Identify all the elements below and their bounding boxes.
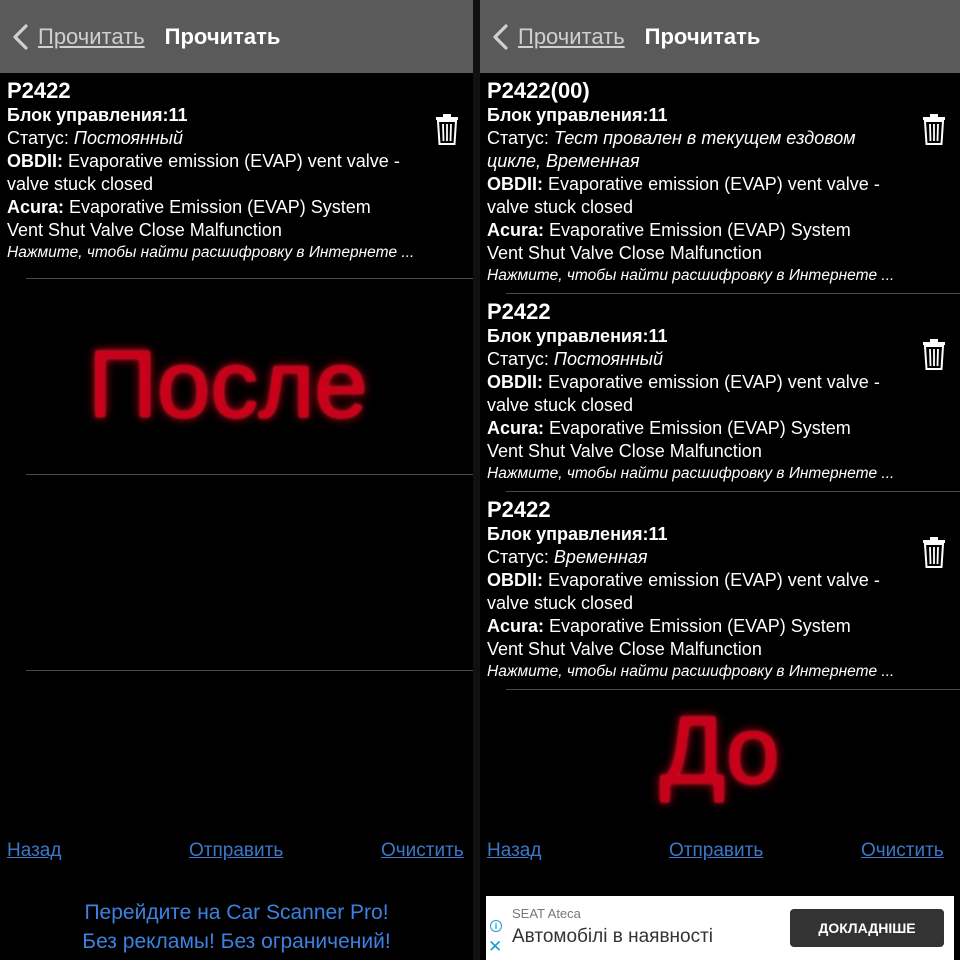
dtc-module: Блок управления:11 — [487, 524, 668, 544]
trash-icon[interactable] — [922, 338, 946, 370]
right-screen — [480, 0, 960, 960]
obd-label: OBDII: — [7, 151, 63, 171]
send-button[interactable]: Отправить — [669, 840, 764, 861]
panel-divider — [473, 0, 480, 960]
back-button[interactable]: Назад — [487, 840, 542, 861]
dtc-module: Блок управления:11 — [487, 326, 668, 346]
obd-label: OBDII: — [487, 372, 543, 392]
dtc-obd-description — [487, 173, 910, 196]
search-online-hint[interactable]: Нажмите, чтобы найти расшифровку в Интернете ... — [487, 465, 895, 482]
dtc-status — [487, 348, 910, 371]
ad-close-icon[interactable]: ✕ — [488, 937, 503, 956]
trash-icon[interactable] — [922, 113, 946, 145]
dtc-status — [487, 127, 910, 150]
make-text-2: Vent Shut Valve Close Malfunction — [487, 243, 762, 263]
overlay-before-label: До — [660, 697, 780, 804]
status-value: Временная — [553, 547, 648, 567]
trash-icon[interactable] — [922, 536, 946, 568]
chevron-left-icon[interactable] — [490, 23, 512, 51]
dtc-make-description — [7, 196, 423, 219]
make-label: Acura: — [487, 220, 545, 240]
nav-title: Прочитать — [164, 23, 281, 49]
ad-info-icon[interactable]: i — [490, 920, 502, 932]
dtc-list — [480, 73, 960, 690]
dtc-code: P2422 — [487, 497, 551, 522]
promo-line-2: Без рекламы! Без ограничений! — [82, 930, 391, 953]
dtc-item[interactable] — [480, 492, 960, 683]
make-label: Acura: — [7, 197, 65, 217]
dtc-item[interactable] — [480, 73, 960, 287]
row-divider — [506, 689, 960, 690]
make-text-2: Vent Shut Valve Close Malfunction — [487, 441, 762, 461]
trash-icon[interactable] — [435, 113, 459, 145]
dtc-module: Блок управления:11 — [487, 105, 668, 125]
status-value-cont: цикле, Временная — [487, 151, 640, 171]
make-text-1: Evaporative Emission (EVAP) System — [549, 616, 851, 636]
ad-cta-button[interactable]: ДОКЛАДНІШЕ — [790, 909, 944, 947]
bottom-toolbar — [480, 840, 960, 866]
obd-text-2: valve stuck closed — [7, 174, 154, 194]
dtc-code: P2422 — [487, 299, 551, 324]
dtc-make-description — [487, 615, 910, 638]
obd-label: OBDII: — [487, 174, 543, 194]
chevron-left-icon[interactable] — [10, 23, 32, 51]
send-button[interactable]: Отправить — [189, 840, 284, 861]
overlay-after-label: После — [88, 331, 368, 438]
make-text-1: Evaporative Emission (EVAP) System — [549, 418, 851, 438]
dtc-obd-description — [487, 569, 910, 592]
navigation-bar — [0, 0, 473, 73]
obd-text-1: Evaporative emission (EVAP) vent valve - — [548, 372, 880, 392]
pro-promo[interactable] — [0, 898, 473, 956]
make-label: Acura: — [487, 418, 545, 438]
make-label: Acura: — [487, 616, 545, 636]
nav-title: Прочитать — [644, 23, 761, 49]
status-value: Тест провален в текущем ездовом — [553, 128, 856, 148]
dtc-obd-description — [7, 150, 423, 173]
obd-text-1: Evaporative emission (EVAP) vent valve - — [548, 570, 880, 590]
promo-line-1: Перейдите на Car Scanner Pro! — [84, 901, 389, 924]
empty-row — [0, 475, 473, 670]
status-value: Постоянный — [73, 128, 184, 148]
search-online-hint[interactable]: Нажмите, чтобы найти расшифровку в Интернете ... — [7, 244, 415, 261]
back-link[interactable]: Прочитать — [38, 23, 145, 49]
left-screen — [0, 0, 473, 960]
dtc-item[interactable] — [0, 73, 473, 264]
back-link[interactable]: Прочитать — [518, 23, 625, 49]
dtc-obd-description — [487, 371, 910, 394]
dtc-item[interactable] — [480, 294, 960, 485]
obd-text-1: Evaporative emission (EVAP) vent valve - — [68, 151, 400, 171]
make-text-1: Evaporative Emission (EVAP) System — [69, 197, 371, 217]
ad-banner[interactable] — [486, 896, 954, 960]
dtc-code: P2422(00) — [487, 78, 590, 103]
obd-text-1: Evaporative emission (EVAP) vent valve - — [548, 174, 880, 194]
status-label: Статус: — [487, 547, 549, 567]
back-button[interactable]: Назад — [7, 840, 62, 861]
bottom-toolbar — [0, 840, 473, 866]
obd-text-2: valve stuck closed — [487, 593, 634, 613]
dtc-status — [487, 546, 910, 569]
obd-text-2: valve stuck closed — [487, 197, 634, 217]
obd-label: OBDII: — [487, 570, 543, 590]
search-online-hint[interactable]: Нажмите, чтобы найти расшифровку в Интернете ... — [487, 663, 895, 680]
ad-title: Автомобілі в наявності — [512, 926, 714, 947]
make-text-2: Vent Shut Valve Close Malfunction — [7, 220, 282, 240]
dtc-status — [7, 127, 423, 150]
status-label: Статус: — [487, 349, 549, 369]
clear-button[interactable]: Очистить — [861, 840, 944, 861]
dtc-make-description — [487, 219, 910, 242]
make-text-2: Vent Shut Valve Close Malfunction — [487, 639, 762, 659]
dtc-make-description — [487, 417, 910, 440]
status-value: Постоянный — [553, 349, 664, 369]
dtc-module: Блок управления:11 — [7, 105, 188, 125]
status-label: Статус: — [7, 128, 69, 148]
dtc-code: P2422 — [7, 78, 71, 103]
obd-text-2: valve stuck closed — [487, 395, 634, 415]
clear-button[interactable]: Очистить — [381, 840, 464, 861]
search-online-hint[interactable]: Нажмите, чтобы найти расшифровку в Интернете ... — [487, 267, 895, 284]
make-text-1: Evaporative Emission (EVAP) System — [549, 220, 851, 240]
ad-brand: SEAT Ateca — [512, 906, 581, 921]
status-label: Статус: — [487, 128, 549, 148]
navigation-bar — [480, 0, 960, 73]
row-divider — [26, 670, 473, 671]
